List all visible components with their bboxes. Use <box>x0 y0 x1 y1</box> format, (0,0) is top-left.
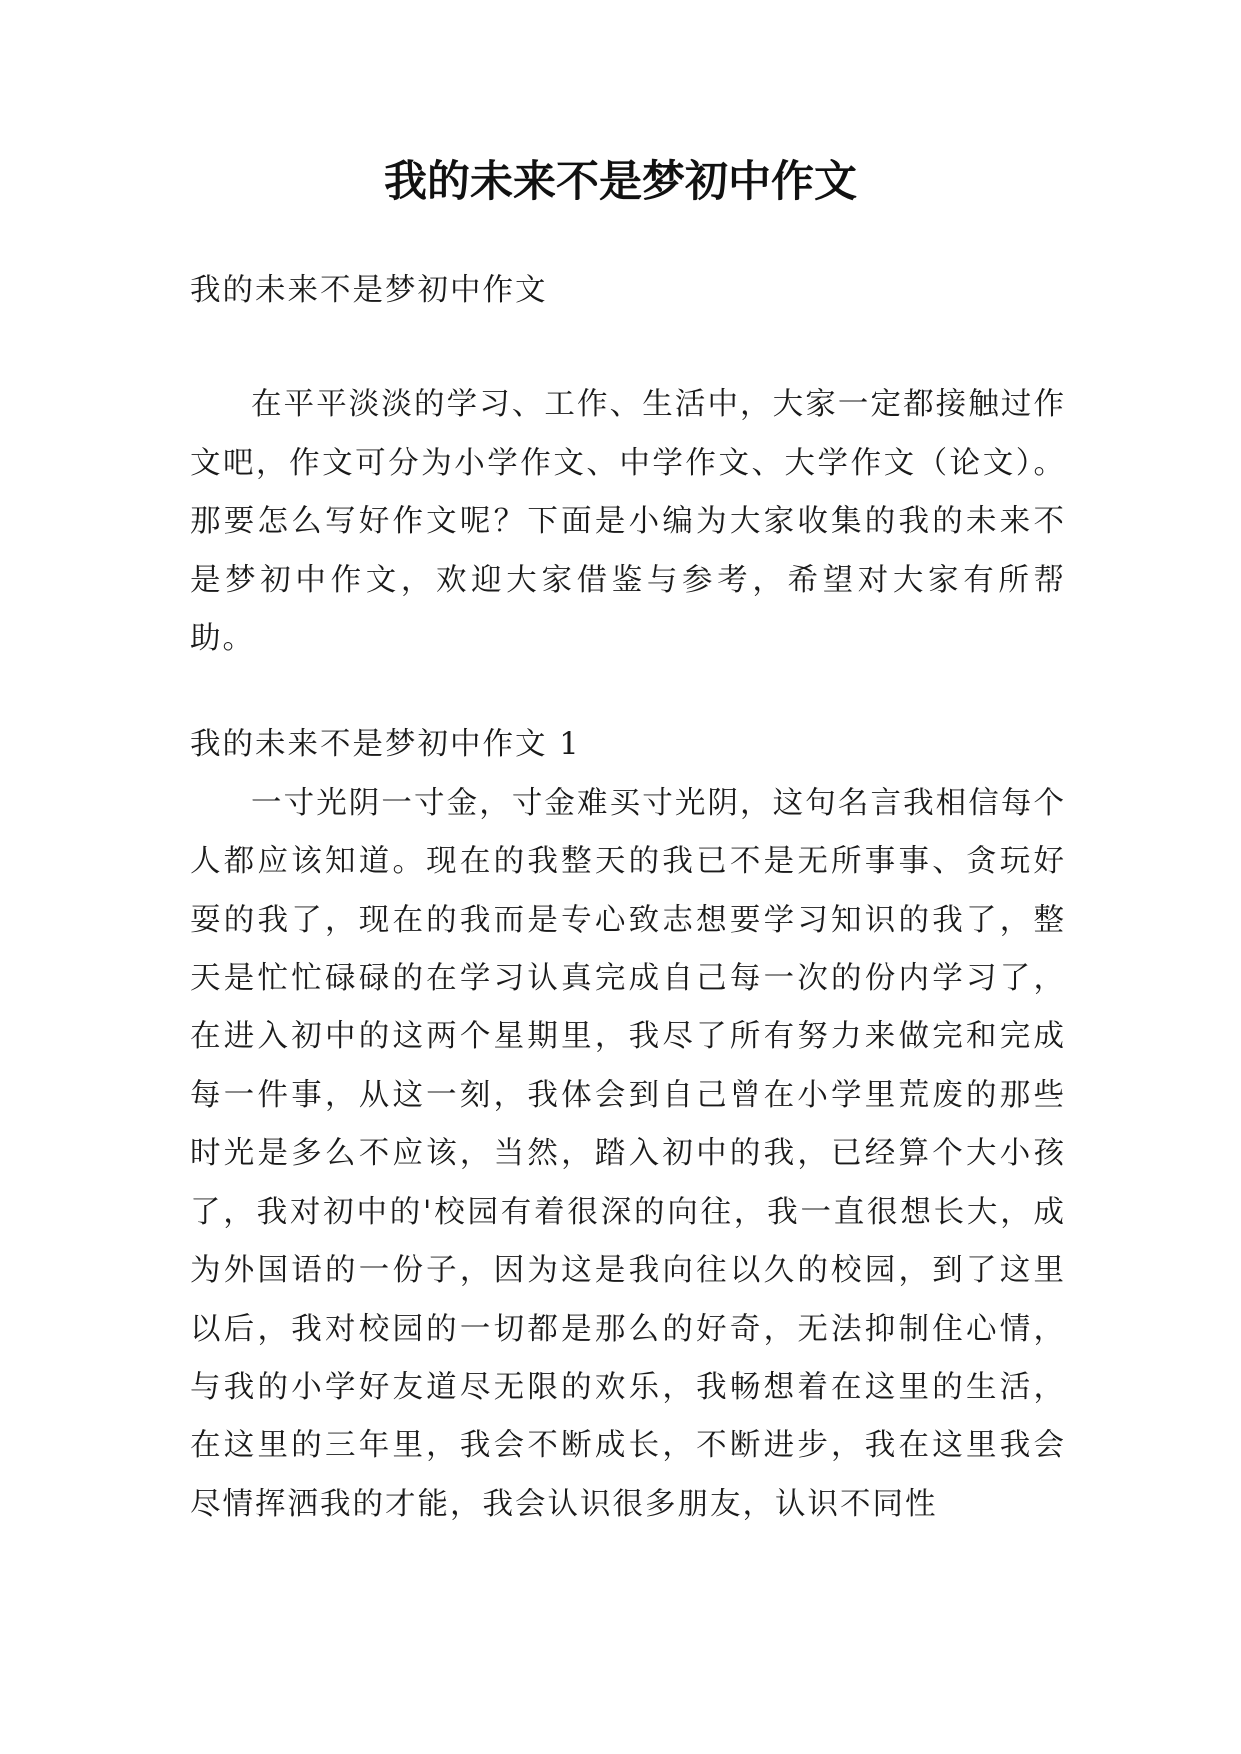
page-title: 我的未来不是梦初中作文 <box>384 157 857 207</box>
essay-paragraph: 一寸光阴一寸金，寸金难买寸光阴，这句名言我相信每个人都应该知道。现在的我整天的我已不是无所事事、贪玩好耍的我了，现在的我而是专心致志想要学习知识的我了，整天是忙忙碌碌的在学习认真完成自己每一次的份内学习了，在进入初中的这两个星期里，我尽了所有努力来做完和完成每一件事，从这一刻，我体会到自己曾在小学里荒废的那些时光是多么不应该，当然，踏入初中的我，已经算个大小孩了，我对初中的'校园有着很深的向往，我一直很想长大，成为外国语的一份子，因为这是我向往以久的校园，到了这里以后，我对校园的一切都是那么的好奇，无法抑制住心情，与我的小学好友道尽无限的欢乐，我畅想着在这里的生活，在这里的三年里，我会不断成长，不断进步，我在这里我会尽情挥洒我的才能，我会认识很多朋友，认识不同性 <box>190 785 1066 1522</box>
document-subtitle: 我的未来不是梦初中作文 <box>190 273 548 308</box>
section-heading: 我的未来不是梦初中作文 1 <box>190 727 581 763</box>
intro-paragraph: 在平平淡淡的学习、工作、生活中，大家一定都接触过作文吧，作文可分为小学作文、中学作文、大学作文（论文）。那要怎么写好作文呢？下面是小编为大家收集的我的未来不是梦初中作文，欢迎大家借鉴与参考，希望对大家有所帮助。 <box>190 387 1066 657</box>
document-content <box>190 262 1066 1534</box>
